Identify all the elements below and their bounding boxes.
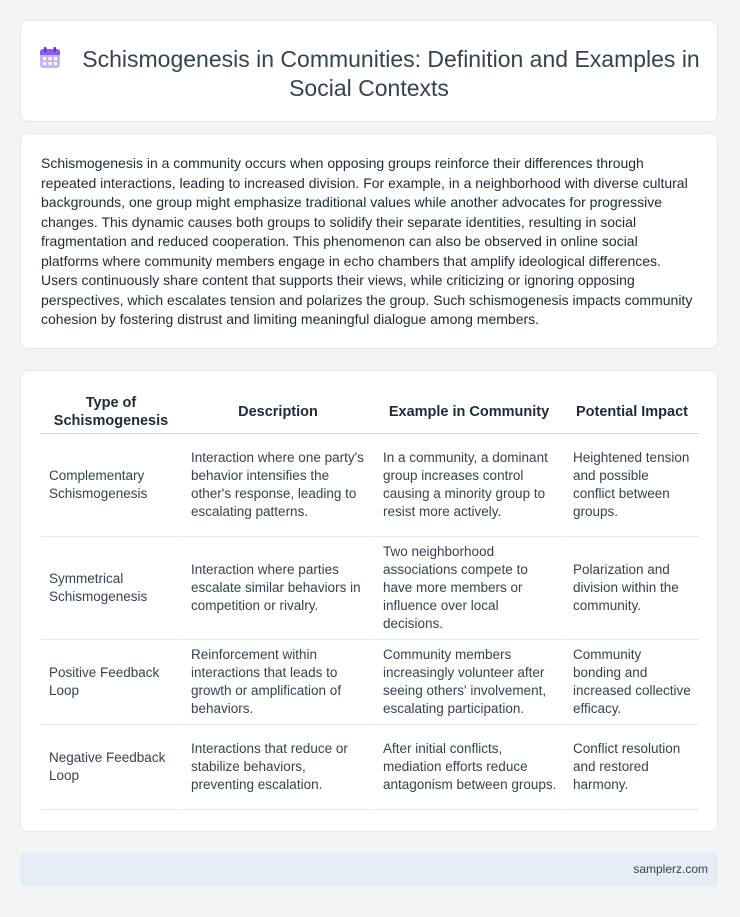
schismogenesis-table	[41, 391, 699, 810]
cell-type: Negative Feedback Loop	[41, 725, 181, 810]
cell-example: Community members increasingly volunteer after seeing others' involvement, escalating participation.	[373, 640, 563, 725]
cell-type: Symmetrical Schismogenesis	[41, 537, 181, 640]
table-card	[20, 370, 718, 832]
cell-description: Interaction where parties escalate similar behaviors in competition or rivalry.	[181, 537, 373, 640]
footer-bar	[20, 853, 718, 886]
cell-impact: Community bonding and increased collective efficacy.	[563, 640, 699, 725]
table-header-row	[41, 391, 699, 434]
cell-example: Two neighborhood associations compete to have more members or influence over local decisions.	[373, 537, 563, 640]
column-header-example: Example in Community	[373, 391, 563, 434]
intro-paragraph: Schismogenesis in a community occurs when opposing groups reinforce their differences through repeated interactions, leading to increased division. For example, in a neighborhood with diverse cultural backgrounds, one group might emphasize traditional values while another advocates for progressive changes. This dynamic causes both groups to solidify their separate identities, resulting in social fragmentation and reduced cooperation. This phenomenon can also be observed in online social platforms where community members engage in echo chambers that amplify ideological differences. Users continuously share content that supports their views, while criticizing or ignoring opposing perspectives, which escalates tension and polarizes the group. Such schismogenesis impacts community cohesion by fostering distrust and limiting meaningful dialogue among members.	[41, 155, 693, 327]
table-row	[41, 537, 699, 640]
cell-description: Interactions that reduce or stabilize behaviors, preventing escalation.	[181, 725, 373, 810]
cell-example: In a community, a dominant group increases control causing a minority group to resist more actively.	[373, 434, 563, 537]
table-row	[41, 434, 699, 537]
cell-description: Interaction where one party's behavior intensifies the other's response, leading to escalating patterns.	[181, 434, 373, 537]
cell-impact: Heightened tension and possible conflict between groups.	[563, 434, 699, 537]
page-title-text: Schismogenesis in Communities: Definition and Examples in Social Contexts	[82, 46, 700, 101]
calendar-icon	[38, 46, 62, 70]
page-title	[21, 45, 717, 103]
cell-type: Positive Feedback Loop	[41, 640, 181, 725]
column-header-impact: Potential Impact	[563, 391, 699, 434]
table-row	[41, 725, 699, 810]
header-card	[20, 20, 718, 122]
cell-type: Complementary Schismogenesis	[41, 434, 181, 537]
cell-description: Reinforcement within interactions that leads to growth or amplification of behaviors.	[181, 640, 373, 725]
cell-example: After initial conflicts, mediation efforts reduce antagonism between groups.	[373, 725, 563, 810]
column-header-type: Type of Schismogenesis	[41, 391, 181, 434]
title-wrap	[21, 45, 717, 103]
cell-impact: Polarization and division within the community.	[563, 537, 699, 640]
column-header-description: Description	[181, 391, 373, 434]
footer-site-link[interactable]: samplerz.com	[633, 862, 708, 876]
cell-impact: Conflict resolution and restored harmony.	[563, 725, 699, 810]
intro-card	[20, 133, 718, 349]
table-row	[41, 640, 699, 725]
